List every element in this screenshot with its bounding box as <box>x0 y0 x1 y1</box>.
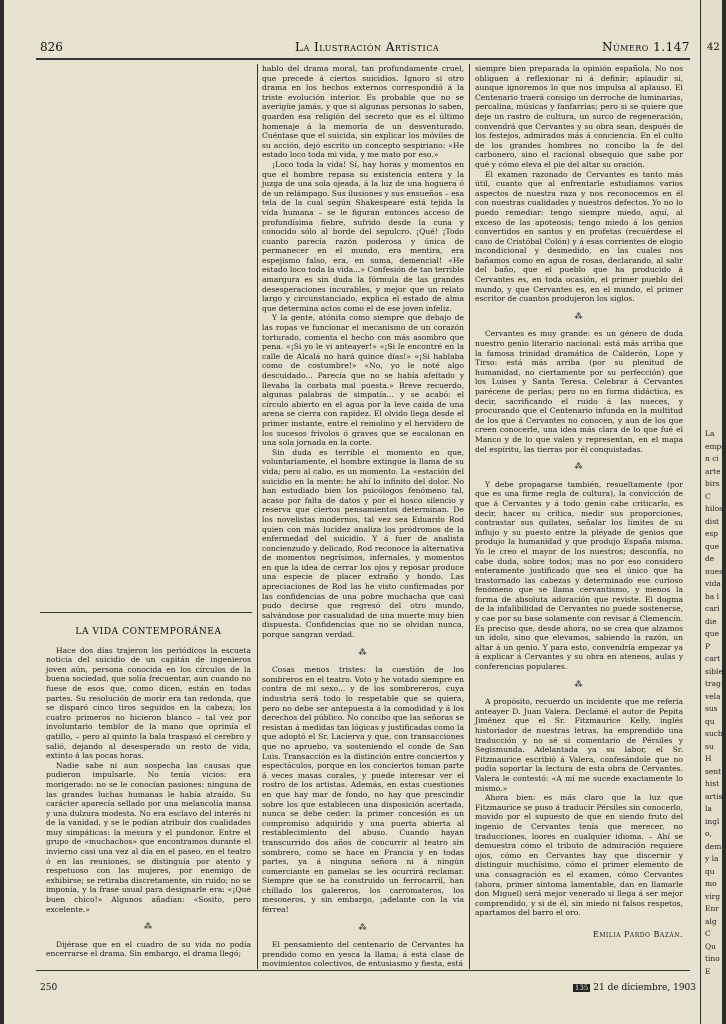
adjacent-page-fragment: cart <box>705 654 721 663</box>
adjacent-page-fragment: de <box>705 554 715 563</box>
page-header <box>40 40 690 56</box>
section-separator: ⁂ <box>144 922 153 932</box>
publication-title: La Ilustración Artística <box>295 40 440 54</box>
paragraph: hablo del drama moral, tan profundamente cruel, que precede á ciertos suicidios. Ignoro si otro drama en los hechos externos correspondió á la triste evolución interior. Es probable que no se averigüe jamás, y que si algunas personas lo saben, guarden esa religión del secreto que es el último homenaje á la memoria de un desventurado. Cuéntase que el suicida, sin explicar los móviles de su acción, dejó escrito un concepto sespiriano: «He estado loco toda mi vida, y me mato por eso.» <box>262 64 464 160</box>
adjacent-page-fragment: alg <box>705 916 717 926</box>
adjacent-page-number: 42 <box>707 42 720 53</box>
adjacent-page-fragment: virg <box>705 891 721 901</box>
adjacent-page-fragment: hilos <box>705 504 723 513</box>
adjacent-page-fragment: Qu <box>705 941 716 951</box>
paragraph: Sin duda es terrible el momento en que, voluntariamente, el hombre extingue la llama de su vida; pero al cabo, es un momento. La «estación del suicidio en la mente: he ahí lo infinito del dolor. No han estudiado bien los psicólogos fenómeno tal, acaso por falta de datos y por el hosco silencio y reserva que ciertos pensamientos determinan. De los novelistas modernos, tal vez sea Eduardo Rod quien con más lucidez analiza los pródromos de la enfermedad del suicidio. Y á fuer de analista concienzudo y delicado, Rod reconoce la alternativa de momentos negrísimos, infernales, y momentos en que la idea de cerrar los ojos y reposar produce una especie de placer extraño y hondo. Las apreciaciones de Rod las he visto confirmadas por las confidencias de una pobre muchacha que casi pudo decirse que regresó del otro mundo, salvándose por casualidad de una muerte muy bien dispuesta. Confidencias que no se olvidan nunca, porque sangran verdad. <box>262 447 464 640</box>
newspaper-page <box>4 0 700 1024</box>
adjacent-page-fragment: sucb <box>705 729 723 738</box>
column-1 <box>46 628 251 959</box>
archive-page-number: 250 <box>40 983 58 993</box>
adjacent-page-fragment: mo <box>705 879 717 888</box>
adjacent-page-fragment: qu <box>705 716 715 726</box>
adjacent-page-fragment: esp <box>705 529 719 538</box>
section-separator: ⁂ <box>574 679 584 689</box>
paragraph: Y la gente, atónita como siempre que debajo de las ropas ve funcionar el mecanismo de un corazón torturado, comenta el hecho con más asombro que pena. «¡Si yo le vi anteayer!» «¡Si le encontré en la calle de Alcalá no hará quince días!» «¡Si hablaba como de costumbre!» «No, yo le noté algo descuidado... Parecía que no se había afeitado y llevaba la corbata mal puesta.» Breve recuerdo, algunas palabras de simpatía... y se acabó: el círculo abierto en el agua por la leve caída de una arena se cierra con rapidez. El olvido llega desde el primer instante, entre el remolino y el hervidero de los sucesos frívolos ó graves que se escalonan en una sola jornada en la corte. <box>262 313 464 448</box>
adjacent-page-fragment: o, <box>705 829 712 838</box>
adjacent-page-fragment: que <box>705 629 720 638</box>
paragraph: El examen razonado de Cervantes es tanto más útil, cuanto que al enfrentarle estudiamos varios aspectos de nuestra raza y nos reconocemos en él con nuestras cualidades y nuestros defectos. Yo no lo puedo remediar: tengo siempre miedo, aquí, al exceso de las apoteosis; tengo miedo á los genios convertidos en santos y en profetas (recuérdese el caso de Cristóbal Colón) y á esas corrientes de elogio incondicional y desmedido, en las cuales nos bañamos como en agua de rosas, declarando, al salir del baño, que el pueblo que ha producido á Cervantes es, en toda ocasión, el primer pueblo del mundo, y que Cervantes es, en el mundo, el primer escritor de cuantos produjeron los siglos. <box>475 169 683 304</box>
paragraph: Ahora bien: es más claro que la luz que Fitzmaurice se puso á traducir Pérsiles sin conocerlo, movido por el supuesto de que en siendo fruto del ingenio de Cervantes tenía que merecer, no traducciones, loores en cualquier idioma. – Ahí se demuestra cómo el tributo de admiración requiere ojos, cómo en Cervantes hay que discernir y distinguir muchísimo, cómo el primer elemento de una consagración es el examen, cómo Cervantes (ahora, primer síntoma lamentable, dan en llamarle don Miguel) será mejor venerado si llega á ser mejor comprendido, y si de él, sin miedo ni falsos respetos, apartamos del barro el oro. <box>475 793 683 918</box>
adjacent-page-fragment: vela <box>705 691 721 701</box>
section-separator: ⁂ <box>574 311 584 321</box>
adjacent-page-fragment: su <box>705 741 714 751</box>
archive-badge: 135 <box>574 984 589 992</box>
column-2 <box>262 64 464 969</box>
adjacent-page-fragment: C <box>705 491 711 501</box>
column-3 <box>475 64 683 939</box>
adjacent-page-fragment: trag <box>705 679 721 688</box>
adjacent-page-fragment: C <box>705 929 711 938</box>
paragraph: siempre bien preparada la opinión española. No nos obliguen á reflexionar ni á definir; aplaudir sí, aunque ignoremos lo que nos impulsa al aplauso. El Centenario traerá consigo un derroche de luminarias, percalina, músicas y fanfarrias; pero si se quiere que deje un rastro de cultura, un surco de regeneración, convendrá que Cervantes y su obra sean, después de los festejos, admirados más á conciencia. En el culto de los grandes hombres no concibo la fe del carbonero, sino el racional obsequio que sabe por qué y cómo eleva el pie del altar su oración. <box>475 64 683 169</box>
adjacent-page-fragment: E <box>705 966 711 976</box>
adjacent-page-fragment: artis <box>705 791 723 801</box>
adjacent-page-fragment: sus <box>705 704 718 713</box>
adjacent-page-fragment: ba l <box>705 591 720 601</box>
section-title: LA VIDA CONTEMPORÁNEA <box>75 627 222 637</box>
adjacent-page-fragment: y la <box>705 854 719 863</box>
paragraph: Nadie sabe ni aun sospecha las causas que pudieron impulsarle. No tenía vicios: era morigerado: no se le conocían pasiones: ninguna de las grandes luchas humanas le había atraído. Su carácter aparecía sellado por una melancolía mansa y una dulzura modesta. No era esclavo del interés ni de la vanidad, y se le podían atribuir dos cualidades muy simpáticas: la mesura y el pundonor. Entre el grupo de «muchachos» que encontramos durante el invierno casi una vez al día en el paseo, en el teatro ó en las reuniones, se distinguía por atento y respetuoso con las mujeres, por enemigo de exhibirse; se retiraba discretamente, sin ruido; no se imponía, y la frase usual para designarle era: «¡Qué buen chico!» Algunos añadían: «Sosito, pero excelente.» <box>46 760 251 914</box>
column-divider-1 <box>257 64 258 969</box>
section-separator: ⁂ <box>358 647 368 657</box>
paragraph: A propósito, recuerdo un incidente que me refería anteayer D. Juan Valera. Declamé el autor de Pepita Jiménez que el Sr. Fitzmaurice Kelly, inglés historiador de nuestras letras, ha emprendido una traducción y no sé si comentario de Pérsiles y Segismunda. Adelantada ya su labor, el Sr. Fitzmaurice escribió á Valera, confesándole que no podía soportar la lectura de esta obra de Cervantes. Valera le contestó: «A mí me sucede exactamente lo mismo.» <box>475 697 683 793</box>
adjacent-page-fragment: que <box>705 541 720 551</box>
adjacent-page-fragment: ingl <box>705 816 720 826</box>
adjacent-page-fragment: birs <box>705 479 720 488</box>
adjacent-page-fragment: vida <box>705 579 721 588</box>
adjacent-page-fragment: la <box>705 804 712 813</box>
adjacent-page-fragment: H <box>705 754 712 763</box>
adjacent-page-fragment: cari <box>705 604 720 613</box>
paragraph: Hace dos días trajeron los periódicos la escueta noticia del suicidio de un capitán de ingenieros joven aún, persona conocida en los círculos de la buena sociedad, que solía frecuentar, aun cuando no fuese de esos que, como dicen, están en todas partes. Su resolución de morir era tan redonda, que se disparó cinco tiros seguidos en la cabeza; los cuatro primeros no hicieron blanco – tal vez por involuntario temblor de la mano que oprimía el gatillo, – pero al quinto la bala traspasó el cerebro y salió, dejando al desesperado un resto de vida, extinto á las pocas horas. <box>46 645 251 761</box>
column-divider-2 <box>469 64 470 969</box>
adjacent-page-fragment: die <box>705 616 717 626</box>
issue-date: 21 de diciembre, 1903 <box>593 983 696 993</box>
paragraph: Y debe propagarse también, resueltamente (por que es una firme regla de cultura), la convicción de que á Cervantes y á todo genio cabe criticarlo, es decir, hacer su crítica, medir sus proporciones, contrastar sus quilates, señalar los límites de su influjo y su puesto entre la pléyade de genios que produjo la humanidad y que produjo España misma. Yo le creo el mayor de los nuestros; desconfía, no cabe duda, sobre todos; mas no por eso considero enteramente justificado que sea el único que ha trastornado las cabezas y determinado ese curioso fenómeno que se llama cervantismo, y menos la forma de absoluta adoración que reviste. El dogma de la infalibilidad de Cervantes no puede sostenerse, y cae por su base solamente con revisar á Clemencín. Es preciso que, desde ahora, no se crea que alzamos un ídolo, sino que elevamos, sabiendo la razón, un altar á un genio. Y para esto, convendría empezar ya á explicar á Cervantes y su obra en ateneos, aulas y conferencias populares. <box>475 479 683 672</box>
adjacent-page-fragment: Enr <box>705 904 719 913</box>
issue-number: Número 1.147 <box>601 40 690 54</box>
adjacent-page-fragment: empe <box>705 441 726 451</box>
paragraph: ¡Loco toda la vida! Sí, hay horas y momentos en que el hombre repasa su existencia entera y la juzga de una sola ojeada, á la luz de una hoguera ó de un relámpago. Sus ilusiones y sus ensueños – esa tela de la cual según Shakespeare está tejida la vida humana – se le figuran entonces acceso de profundísima fiebre, sufrido desde la cuna y conocido sólo al borde del sepulcro. ¡Qué! ¡Todo cuanto parecía razón poderosa y única de permanecer en el mundo, era mentira, era espejismo falso, era, en suma, demencial! «He estado loco toda la vida...» Confesión de tan terrible amargura es sin duda la fórmula de las grandes desesperaciones incurables, y mejor que un relato largo y circunstanciado, explica el estado de alma que determina actos como el de ese joven infeliz. <box>262 159 464 313</box>
paragraph: El pensamiento del centenario de Cervantes ha prendido como en yesca la llama; á esta clase de movimientos colectivos, de entusiasmo y fiesta, está <box>262 940 464 969</box>
section-top-rule <box>40 612 252 613</box>
adjacent-page-fragment: tino <box>705 954 720 963</box>
adjacent-page-fragment: qu <box>705 866 715 876</box>
adjacent-page-fragment: dem <box>705 841 722 851</box>
section-separator: ⁂ <box>358 922 368 932</box>
paragraph: Dijérase que en el cuadro de su vida no podía encerrarse el drama. Sin embargo, el drama llegó; <box>46 939 251 959</box>
page-number: 826 <box>40 40 63 54</box>
adjacent-page-fragment: dist <box>705 516 720 526</box>
header-rule <box>36 58 690 60</box>
section-separator: ⁂ <box>574 462 584 472</box>
adjacent-page-fragment: sible <box>705 666 723 676</box>
footer-date-group <box>573 983 696 993</box>
adjacent-page-fragment: n ci <box>705 454 719 463</box>
footer-rule <box>36 970 690 971</box>
adjacent-page-fragment: hist <box>705 779 720 788</box>
paragraph: Cervantes es muy grande: es un género de duda nuestro genio literario nacional: está más arriba que la famosa trinidad dramática de Calderón, Lope y Tirso: está más arriba (por su plenitud de humanidad, no ciertamente por su perfección) que los Luises y Santa Teresa. Celebrar á Cervantes parécene de perlas; pero no en forma didáctica, es decir, sacrificando el ruido á las nueces, y procurando que el Centenario infunda en la multitud de los que á Cervantes no conocen, y aun de los que creen conocerle, una idea más clara de lo que fué el Manco y de lo que valen y representan, en el mapa del espíritu, las tierras por él conquistadas. <box>475 329 683 454</box>
adjacent-page-fragment: P <box>705 641 711 651</box>
adjacent-page-fragment: sent <box>705 766 722 776</box>
adjacent-page-fragment: nues <box>705 566 723 576</box>
adjacent-page-fragment: arte <box>705 466 721 476</box>
adjacent-page-fragment: La <box>705 429 715 438</box>
paragraph: Cosas menos tristes: la cuestión de los sombreros en el teatro. Voto y he votado siempre en contra de mi sexo... y de los sombrereros, cuya industria será todo lo respetable que se quiera, pero no debe ser antepuesta á la comodidad y á los derechos del público. No concibo que las señoras se resistan á medidas tan lógicas y justificadas como la que adoptó el Sr. Lacierva y que, con transacciones que no apruebo, va sosteniendo el conde de San Luis. Transacción es la distinción entre conciertos y espectáculos, porque en los conciertos toman parte á veces masas corales, y puede interesar ver el rostro de los artistas. Además, en estas cuestiones en que hay mar de fondo, no hay que prescindir sobre los que establecen una disposición acertada, nunca se debe ceder: la primer concesión es un compromiso adquirido y una puerta abierta al restablecimiento del abuso. Cuando hayan transcurrido dos años de concurrir al teatro sin sombrero, como se hace en Francia y en todas partes, ya á ninguna señora ni á ningún comerciante en pamelas se les ocurrirá reclamar. Siempre que se ha construido un ferrocarril, han chillado los galereros, los carromateros, los mesoneros, y sin embargo, ¡adelante con la vía férrea! <box>262 665 464 915</box>
adjacent-page-strip <box>701 0 726 1024</box>
author-signature: Emilia Pardo Bazán. <box>592 929 683 939</box>
